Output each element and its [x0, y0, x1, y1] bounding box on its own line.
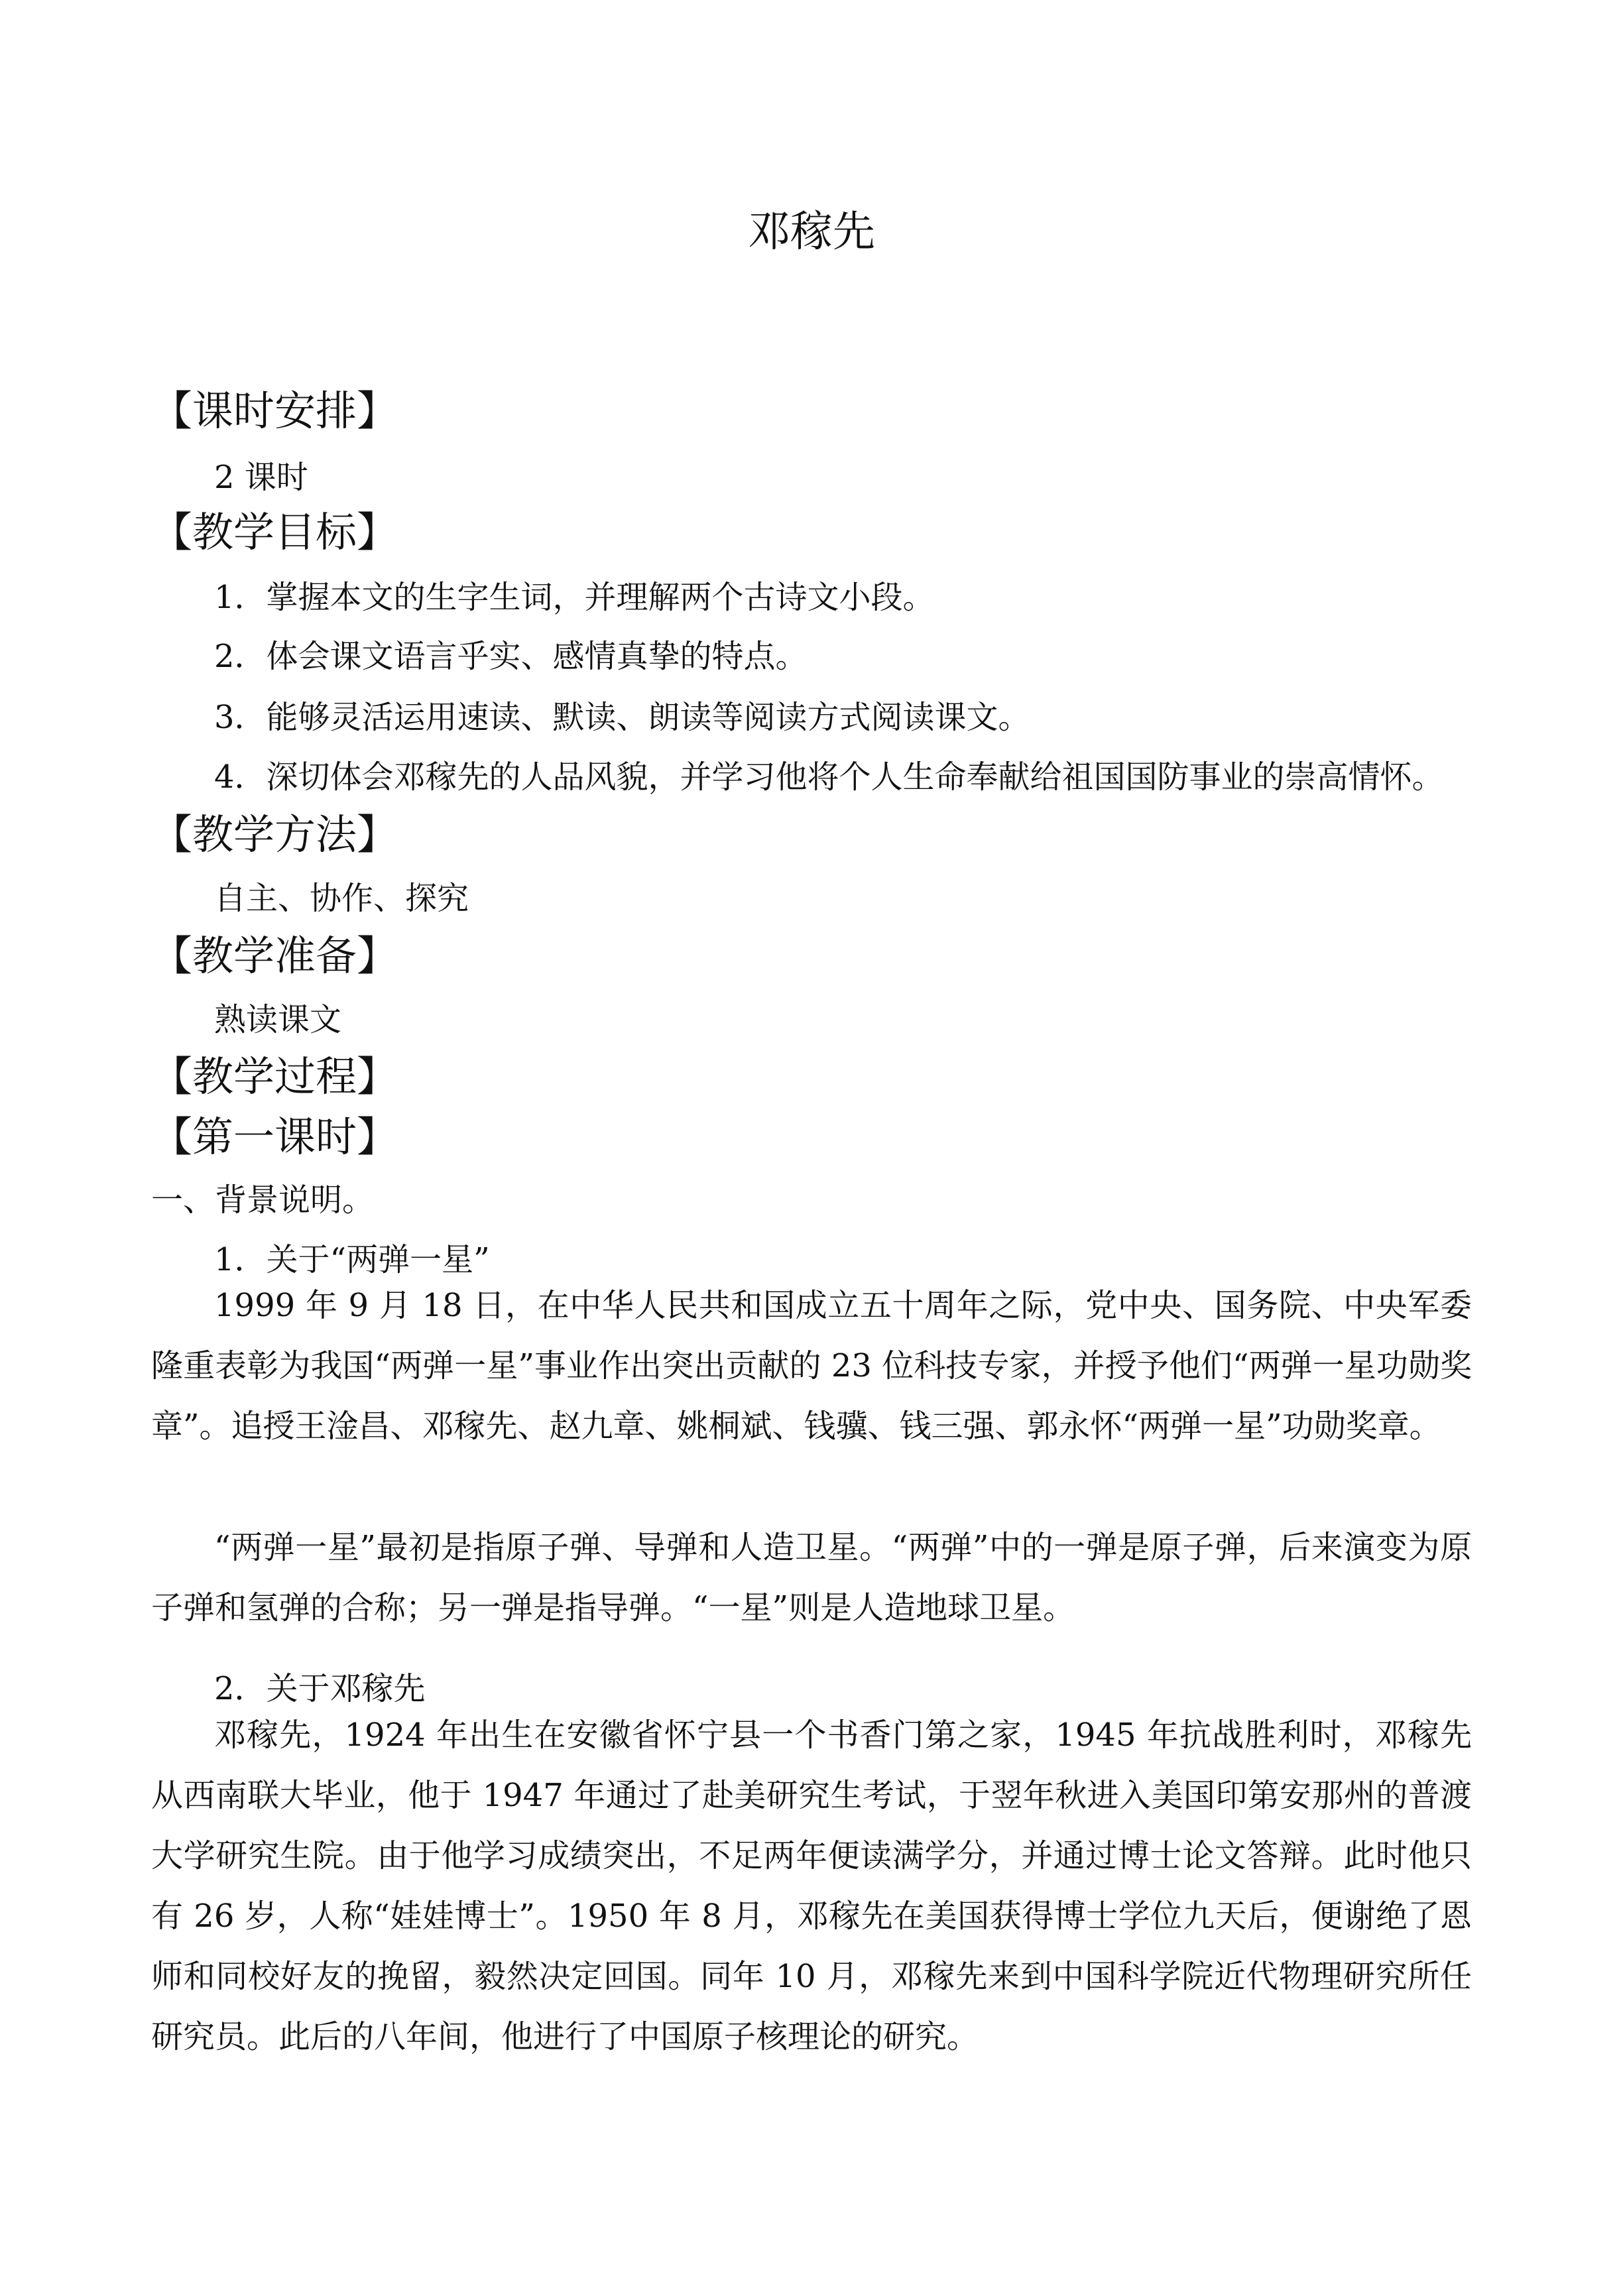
objective-item-2: 2．体会课文语言乎实、感情真挚的特点。: [214, 638, 808, 675]
objective-item-1: 1．掌握本文的生字生词，并理解两个古诗文小段。: [214, 579, 935, 616]
paragraph-two-bombs-one-satellite: 1999 年 9 月 18 日，在中华人民共和国成立五十周年之际，党中央、国务院、中央军委隆重表彰为我国“两弹一星”事业作出突出贡献的 23 位科技专家，并授予他们“两弹一星功勋奖章”。追授王淦昌、邓稼先、赵九章、姚桐斌、钱骥、钱三强、郭永怀“两弹一星”功勋奖章。: [151, 1287, 1472, 1445]
objective-item-3: 3．能够灵活运用速读、默读、朗读等阅读方式阅读课文。: [214, 699, 1030, 736]
methods-text: 自主、协作、探究: [214, 880, 469, 917]
document-title: 邓稼先: [748, 208, 875, 257]
heading-first-lesson: 【第一课时】: [151, 1113, 398, 1161]
sub-1-title: 1．关于“两弹一星”: [214, 1241, 490, 1278]
objective-item-4: 4．深切体会邓稼先的人品风貌，并学习他将个人生命奉献给祖国国防事业的崇高情怀。: [214, 758, 1444, 796]
paragraph-deng-jiaxian-bio: 邓稼先，1924 年出生在安徽省怀宁县一个书香门第之家，1945 年抗战胜利时，邓稼先从西南联大毕业，他于 1947 年通过了赴美研究生考试，于翌年秋进入美国印第安那州的普渡大学研究生院。由于他学习成绩突出，不足两年便读满学分，并通过博士论文答辩。此时他只有 26 岁，人称“娃娃博士”。1950 年 8 月，邓稼先在美国获得博士学位九天后，便谢绝了恩师和同校好友的挽留，毅然决定回国。同年 10 月，邓稼先来到中国科学院近代物理研究所任研究员。此后的八年间，他进行了中国原子核理论的研究。: [151, 1717, 1472, 2055]
heading-schedule: 【课时安排】: [151, 387, 398, 435]
heading-objectives: 【教学目标】: [151, 508, 398, 556]
paragraph-two-bombs-definition: “两弹一星”最初是指原子弹、导弹和人造卫星。“两弹”中的一弹是原子弹，后来演变为原子弹和氢弹的合称；另一弹是指导弹。“一星”则是人造地球卫星。: [151, 1529, 1472, 1626]
part-1-title: 一、背景说明。: [151, 1181, 375, 1219]
schedule-text: 2 课时: [214, 459, 308, 496]
sub-2-title: 2．关于邓稼先: [214, 1670, 426, 1707]
heading-process: 【教学过程】: [151, 1052, 398, 1101]
preparation-text: 熟读课文: [214, 1001, 342, 1038]
heading-preparation: 【教学准备】: [151, 932, 398, 980]
heading-methods: 【教学方法】: [151, 810, 398, 859]
